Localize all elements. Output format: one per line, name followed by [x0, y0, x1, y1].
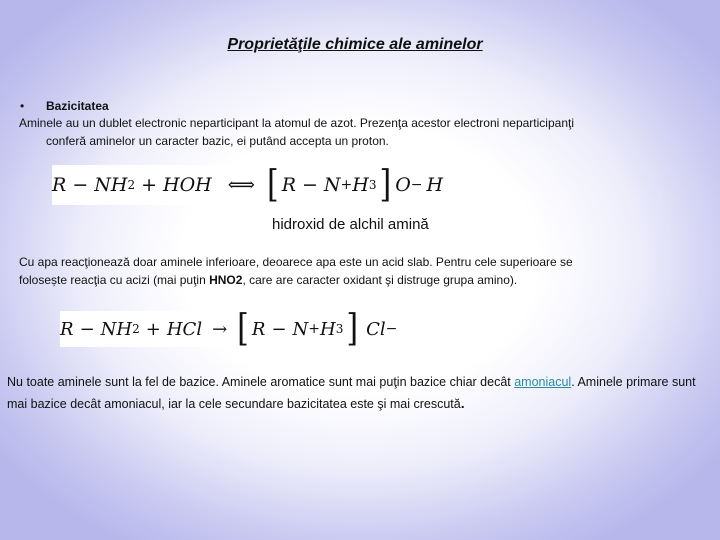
eq-operator: − [302, 174, 318, 196]
equilibrium-arrow: ⟺ [227, 174, 255, 196]
amoniac-link[interactable]: amoniacul [514, 375, 572, 389]
acid-reaction-paragraph [19, 254, 709, 289]
eq-subscript: 3 [335, 322, 344, 336]
eq-superscript: − [410, 177, 423, 193]
paragraph-end-mark: . [460, 395, 465, 411]
eq-term: N [323, 174, 341, 196]
eq-bracket: ] [379, 162, 392, 207]
eq-bracket: [ [237, 306, 249, 351]
reaction-arrow: → [212, 318, 228, 340]
eq-term: R [52, 174, 67, 196]
eq-superscript: + [340, 177, 353, 193]
eq-term: H [426, 174, 444, 196]
eq-term: N [94, 174, 111, 196]
page-title: Proprietăţile chimice ale aminelor [227, 36, 483, 53]
eq-operator: + [141, 174, 157, 196]
eq-term: H [116, 318, 133, 340]
basicity-paragraph [19, 115, 709, 150]
paragraph-text: folosește reacţia cu acizi (mai puţin [19, 272, 210, 287]
hno2-term: HNO2 [209, 272, 243, 287]
paragraph-line: Aminele au un dublet electronic neparticipant la atomul de azot. Prezenţa acestor electroni neparticipanţi [19, 116, 574, 130]
eq-term: H [110, 174, 128, 196]
eq-term: HOH [163, 174, 212, 196]
eq-subscript: 2 [127, 178, 136, 192]
paragraph-line: Cu apa reacţionează doar aminele inferioare, deoarece apa este un acid slab. Pentru cele superioare se [19, 255, 573, 269]
section-heading: Bazicitatea [46, 99, 109, 113]
equation-amine-hcl [60, 306, 504, 351]
eq-term: R [60, 318, 74, 340]
eq-term: Cl [366, 318, 386, 340]
paragraph-text: . Aminele primare sunt mai bazice decât amoniacul, iar la cele secundare bazicitatea este şi mai crescută [7, 375, 696, 411]
eq-superscript: + [308, 321, 321, 337]
eq-operator: − [79, 318, 95, 340]
eq-bracket: [ [266, 162, 279, 207]
eq-term: H [320, 318, 336, 340]
eq-term: H [352, 174, 369, 196]
paragraph-text: Nu toate aminele sunt la fel de bazice. Aminele aromatice sunt mai puţin bazice chiar decât [7, 375, 515, 389]
paragraph-line: conferă aminelor un caracter bazic, ei putând accepta un proton. [46, 133, 389, 148]
eq-term: N [292, 318, 309, 340]
aromatic-amines-paragraph [7, 372, 713, 415]
eq-operator: − [271, 318, 287, 340]
eq-term: R [251, 318, 266, 340]
eq-subscript: 3 [368, 178, 377, 192]
eq-superscript: − [385, 321, 398, 337]
eq-term: N [100, 318, 117, 340]
eq-subscript: 2 [132, 322, 140, 336]
eq-term: O [395, 174, 411, 196]
equation-amine-water [52, 162, 462, 207]
eq-operator: − [72, 174, 89, 196]
eq-term: HCl [166, 318, 203, 340]
eq-bracket: ] [346, 306, 359, 351]
section-heading-line [20, 98, 109, 116]
eq-operator: + [145, 318, 161, 340]
eq-term: R [281, 174, 296, 196]
equation-caption: hidroxid de alchil amină [272, 216, 429, 233]
bullet-marker: • [20, 99, 25, 113]
paragraph-text: , care are caracter oxidant şi distruge grupa amino). [242, 272, 518, 287]
